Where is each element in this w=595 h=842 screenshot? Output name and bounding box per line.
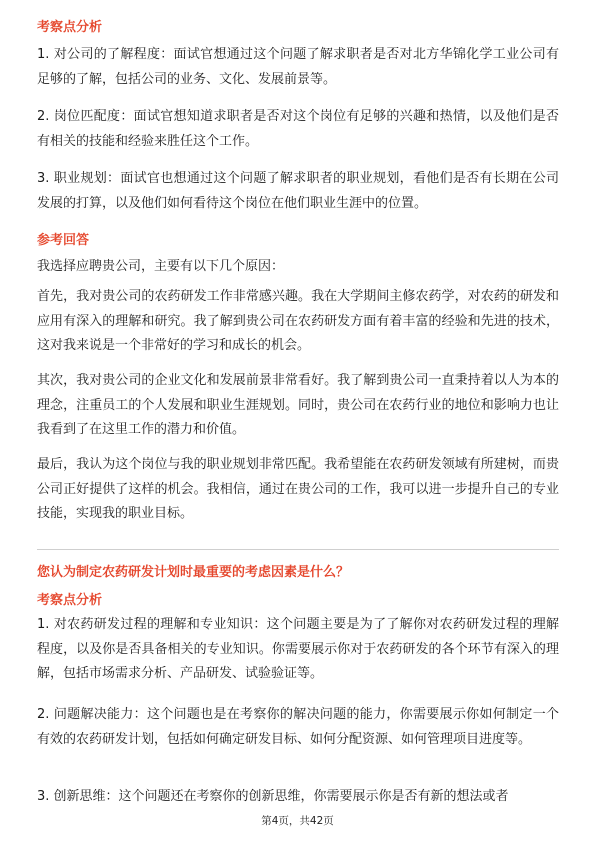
analysis-point: 3. 创新思维：这个问题还在考察你的创新思维，你需要展示你是否有新的想法或者: [37, 789, 509, 804]
page-number: 第4页，共42页: [261, 815, 334, 827]
answer-paragraph: 最后，我认为这个岗位与我的职业规划非常匹配。我希望能在农药研发领域有所建树，而贵公司正好提供了这样的机会。我相信，通过在贵公司的工作，我可以进一步提升自己的专业技能，实现我的职业目标。: [37, 457, 559, 522]
analysis-point: 2. 岗位匹配度：面试官想知道求职者是否对这个岗位有足够的兴趣和热情，以及他们是否有相关的技能和经验来胜任这个工作。: [37, 109, 559, 149]
section-heading-answer: 参考回答: [37, 233, 90, 248]
answer-paragraph: 我选择应聘贵公司，主要有以下几个原因：: [37, 259, 285, 274]
analysis-point: 3. 职业规划：面试官也想通过这个问题了解求职者的职业规划，看他们是否有长期在公司发展的打算，以及他们如何看待这个岗位在他们职业生涯中的位置。: [37, 171, 559, 211]
section-heading-analysis: 考察点分析: [37, 593, 103, 608]
section-divider: [37, 549, 559, 550]
interview-question: 您认为制定农药研发计划时最重要的考虑因素是什么？: [37, 565, 350, 580]
analysis-point: 2. 问题解决能力：这个问题也是在考察你的解决问题的能力，你需要展示你如何制定一个有效的农药研发计划，包括如何确定研发目标、如何分配资源、如何管理项目进度等。: [37, 707, 559, 747]
answer-paragraph: 首先，我对贵公司的农药研发工作非常感兴趣。我在大学期间主修农药学，对农药的研发和应用有深入的理解和研究。我了解到贵公司在农药研发方面有着丰富的经验和先进的技术，这对我来说是一个非常好的学习和成长的机会。: [37, 289, 559, 354]
analysis-point: 1. 对农药研发过程的理解和专业知识：这个问题主要是为了了解你对农药研发过程的理解程度，以及你是否具备相关的专业知识。你需要展示你对于农药研发的各个环节有深入的理解，包括市场需求分析、产品研发、试验验证等。: [37, 617, 559, 682]
section-heading-analysis: 考察点分析: [37, 20, 103, 35]
answer-paragraph: 其次，我对贵公司的企业文化和发展前景非常看好。我了解到贵公司一直秉持着以人为本的理念，注重员工的个人发展和职业生涯规划。同时，贵公司在农药行业的地位和影响力也让我看到了在这里工作的潜力和价值。: [37, 373, 559, 438]
analysis-point: 1. 对公司的了解程度：面试官想通过这个问题了解求职者是否对北方华锦化学工业公司有足够的了解，包括公司的业务、文化、发展前景等。: [37, 47, 559, 87]
